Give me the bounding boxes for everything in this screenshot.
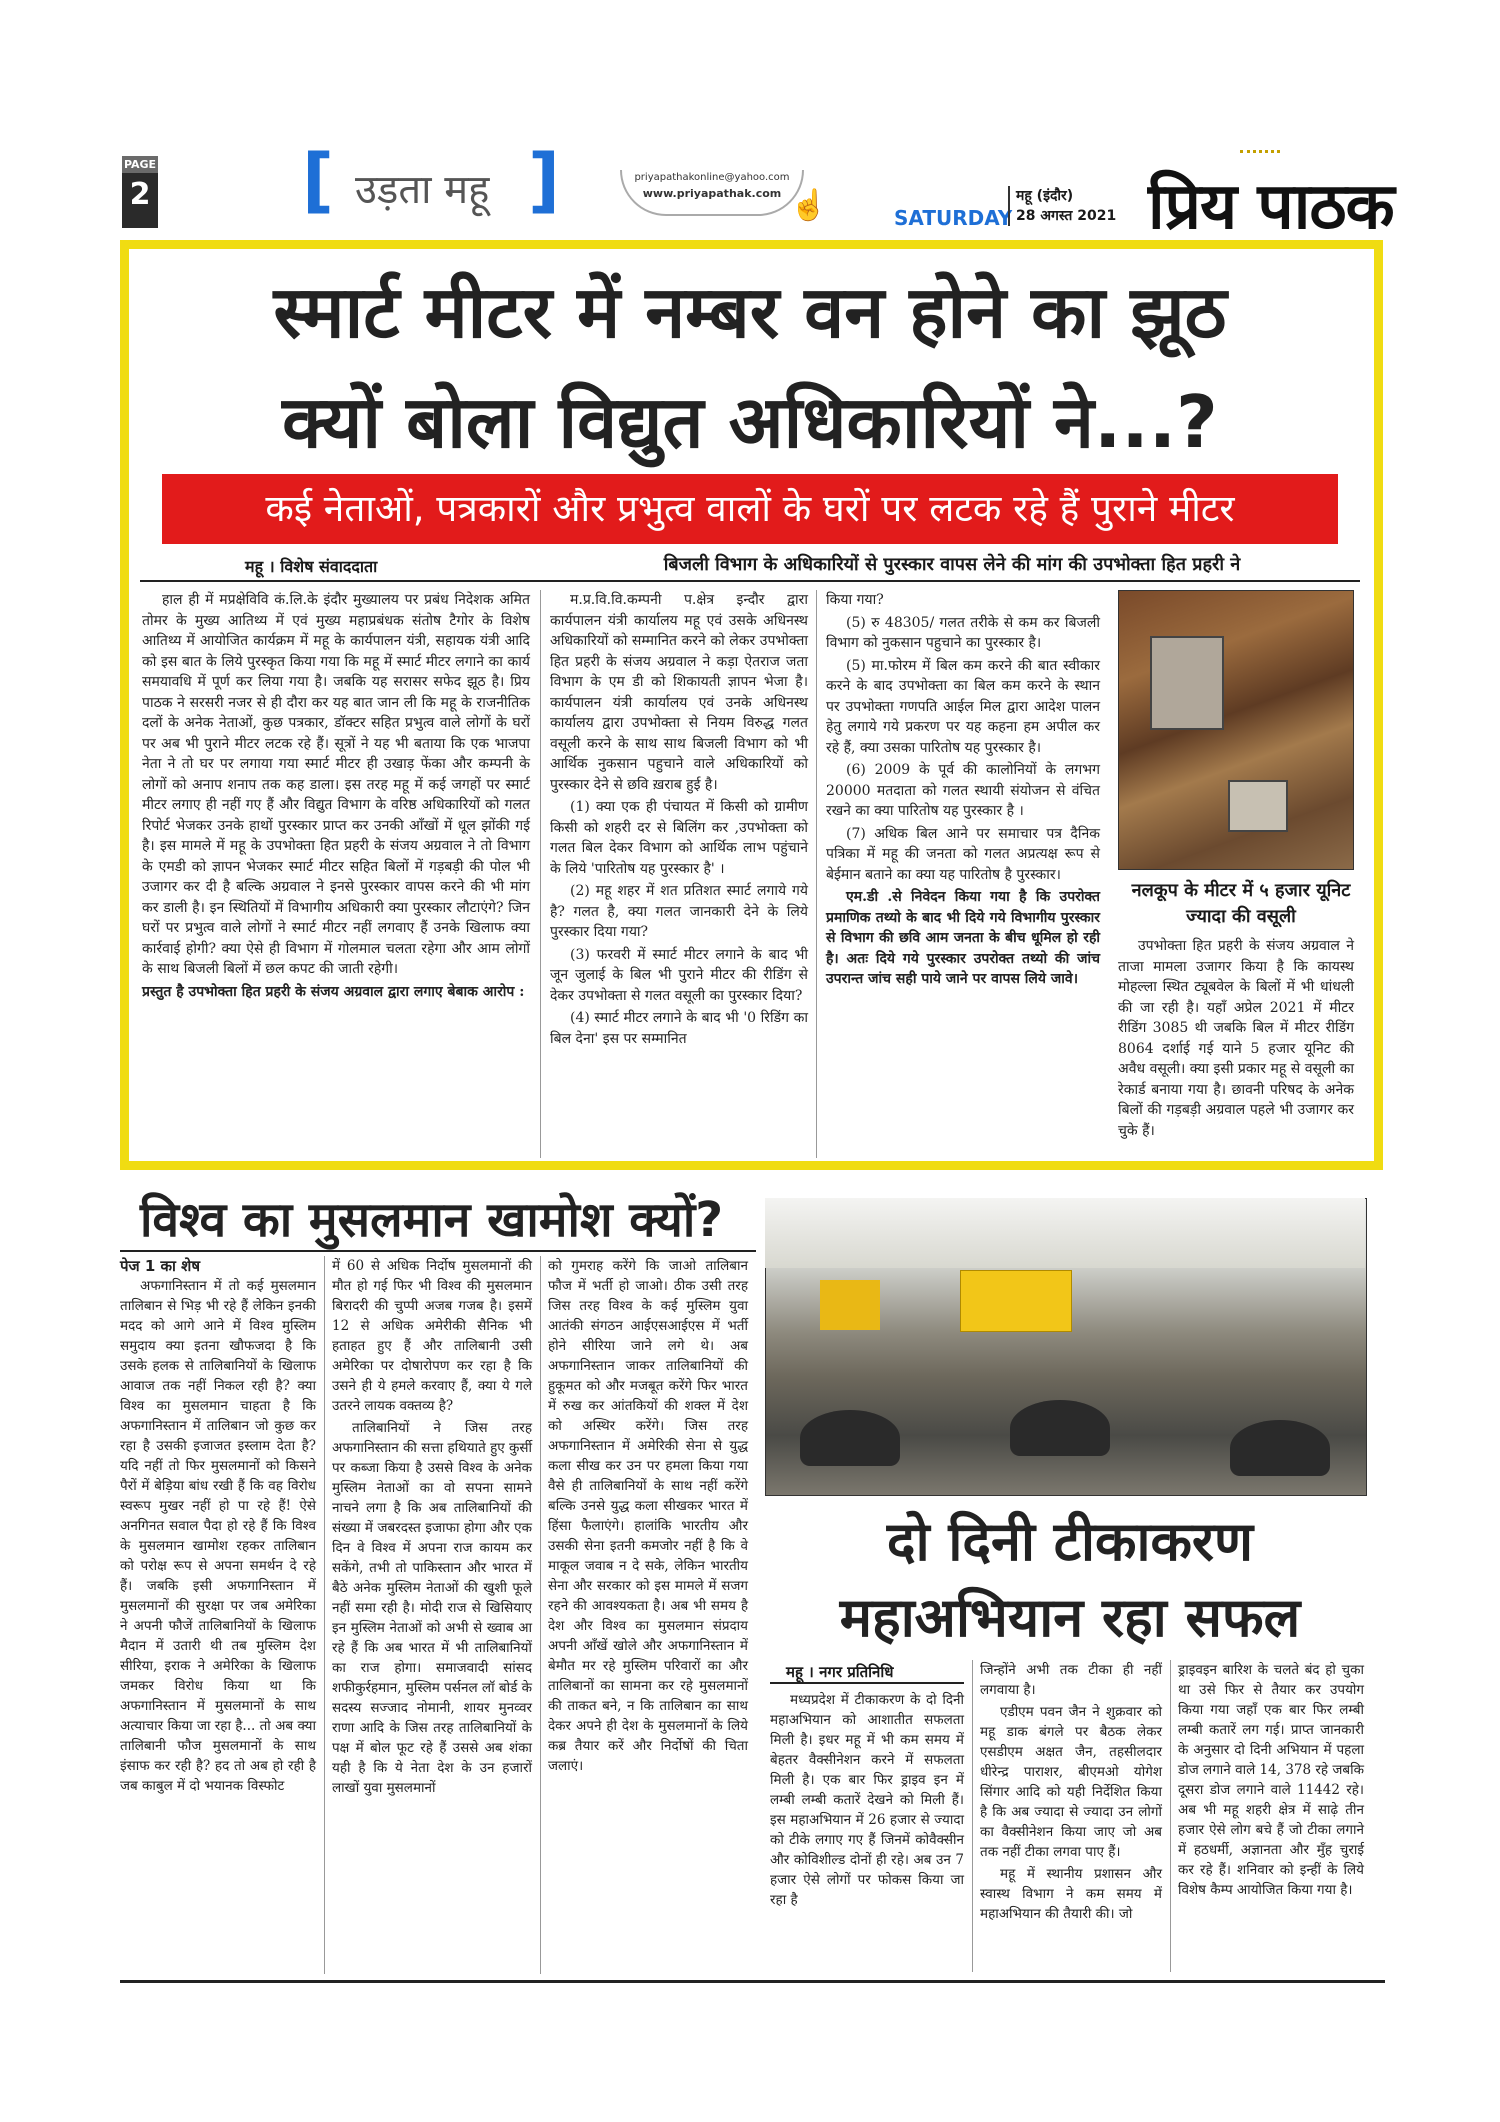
lead-column-3 xyxy=(826,590,1100,992)
lead-col3-item-4: (7) अधिक बिल आने पर समाचार पत्र दैनिक पत्रिका में महू की जनता को गलत अप्रत्यक्ष रूप से बेईमान बताने का क्या यह पारितोष है पुरस्कार। xyxy=(826,825,1100,883)
lead-col4-text: उपभोक्ता हित प्रहरी के संजय अग्रवाल ने ताजा मामला उजागर किया है कि कायस्थ मोहल्ला स्थित ट्यूबवेल के बिलों में भी धांधली की जा रही है। यहाँ अप्रेल 2021 में मीटर रीडिंग 3085 थी जबकि बिल में मीटर रीडिंग 8064 दर्शाई गई याने 5 हजार यूनिट की अवैध वसूली। क्या इसी प्रकार महू से वसूली का रेकार्ड बनाया गया है। छावनी परिषद के अनेक बिलों की गड़बड़ी अग्रवाल पहले भी उजागर कर चुके हैं। xyxy=(1118,938,1354,1139)
story3-byline: महू । नगर प्रतिनिधि xyxy=(786,1663,894,1681)
right-bracket: ] xyxy=(528,139,560,221)
story3-col1-text: मध्यप्रदेश में टीकाकरण के दो दिनी महाअभियान को आशातीत सफलता मिली है। इधर महू में भी कम समय में बेहतर वैक्सीनेशन करने में सफलता मिली है। एक बार फिर ड्राइव इन में लम्बी लम्बी कतारें देखने को मिली हैं। इस महाअभियान में 26 हजार से ज्यादा को टीके लगाए गए हैं जिनमें कोवैक्सीन और कोविशील्ड दोनों ही रहे। अब उन 7 हजार ऐसे लोगों पर फोकस किया जा रहा है xyxy=(770,1692,964,1908)
lead-col3-bold: एम.डी .से निवेदन किया गया है कि उपरोक्त प्रमाणिक तथ्यो के बाद भी दिये गये विभागीय पुरस्कार से विभाग की छवि आम जनता के बीच धूमिल हो रही है। अतः दिये गये पुरस्कार उपरोक्त तथ्यो की जांच उपरान्त जांच सही पाये जाने पर वापस लिये जावे। xyxy=(826,889,1100,987)
story3-col2-text-b: एडीएम पवन जैन ने शुक्रवार को महू डाक बंगले पर बैठक लेकर एसडीएम अक्षत जैन, तहसीलदार धीरेन्द्र पाराशर, बीएमओ योगेश सिंगार आदि को यही निर्देशित किया है कि अब ज्यादा से ज्यादा उन लोगों का वैक्सीनेशन किया जाए जो अब तक नहीं टीका लगवा पाए हैं। xyxy=(980,1704,1162,1860)
column-divider xyxy=(972,1660,973,1972)
lead-col3-item-1: (5) रु 48305/ गलत तरीके से कम कर बिजली विभाग को नुकसान पहुचाने का पुरस्कार है। xyxy=(826,614,1100,651)
page-number-tag xyxy=(122,156,158,228)
story3-col2-text-c: महू में स्थानीय प्रशासन और स्वास्थ विभाग ने कम समय में महाअभियान की तैयारी की। जो xyxy=(980,1866,1162,1922)
story3-col2-text: जिन्होंने अभी तक टीका ही नहीं लगवाया है। xyxy=(980,1662,1162,1698)
lead-byline: महू । विशेष संवाददाता xyxy=(245,557,378,576)
motorcycle-icon xyxy=(1230,1420,1330,1476)
story2-col2-text: में 60 से अधिक निर्दोष मुसलमानों की मौत हो गई फिर भी विश्व की मुसलमान बिरादरी की चुप्पी अजब गजब है। इसमें 12 से अधिक अमेरीकी सैनिक भी हताहत हुए हैं और तालिबानी उसी अमेरिका पर दोषारोपण कर रहा है कि उसने ही ये हमले करवाए हैं, क्या ये गले उतरने लायक वक्तव्य है? xyxy=(332,1258,532,1414)
lead-col3-item-3: (6) 2009 के पूर्व की कालोनियों के लगभग 20000 मतदाता को गलत स्थायी संयोजन से वंचित रखने का क्या पारितोष यह पुरस्कार है । xyxy=(826,762,1100,819)
section-title: उड़ता महू xyxy=(355,167,490,213)
lead-col2-item-2: (2) महू शहर में शत प्रतिशत स्मार्ट लगाये गये है? गलत है, क्या गलत जानकारी देने के लिये पुरस्कार दिया गया? xyxy=(550,883,808,940)
date-text: 28 अगस्त 2021 xyxy=(1016,208,1117,224)
story2-column-3 xyxy=(548,1256,748,1778)
camp-banner xyxy=(960,1270,1072,1332)
city-text: महू (इंदौर) xyxy=(1016,188,1074,204)
column-divider xyxy=(324,1256,325,1974)
lead-rule xyxy=(140,580,1360,582)
story2-column-2 xyxy=(332,1256,532,1800)
lead-headline-line2: क्यों बोला विद्युत अधिकारियों ने...? xyxy=(282,380,1218,464)
story2-headline: विश्व का मुसलमान खामोश क्यों? xyxy=(140,1192,724,1248)
story3-column-1 xyxy=(770,1690,964,1912)
dateline xyxy=(1008,186,1116,226)
lead-col2-text: म.प्र.वि.वि.कम्पनी प.क्षेत्र इन्दौर द्वारा कार्यपालन यंत्री कार्यालय महू एवं उसके अधिनस्थ अधिकारियों को सम्मानित करने को लेकर उपभोक्ता हित प्रहरी के संजय अग्रवाल ने कड़ा ऐतराज जता विभाग के एम डी को शिकायती ज्ञापन भेजा है। कार्यपालन यंत्री कार्यालय एवं उनके अधिनस्थ कार्यालय द्वारा उपभोक्ता से नियम विरुद्ध गलत वसूली करने के साथ साथ बिजली विभाग को भी आर्थिक नुकसान पहुचाने वाले अधिकारियों को पुरस्कार देने से छवि ख़राब हुई है। xyxy=(550,592,808,793)
story2-col2-text-b: तालिबानियों ने जिस तरह अफगानिस्तान की सत्ता हथियाते हुए कुर्सी पर कब्जा किया है उससे विश्व के अनेक मुस्लिम नेताओं का वो सपना सामने नाचने लगा है कि अब तालिबानियों की संख्या में जबरदस्त इजाफा होगा और एक दिन वे विश्व में अपना राज कायम कर सकेंगे, तभी तो पाकिस्तान और भारत में बैठे अनेक मुस्लिम नेताओं की खुशी फूले नहीं समा रही है। मोदी राज से खिसियाए इन मुस्लिम नेताओं को अभी से ख्वाब आ रहे हैं कि अब भारत में भी तालिबानियों का राज होगा। समाजवादी सांसद शफीकुर्रहमान, मुस्लिम पर्सनल लॉ बोर्ड के सदस्य सज्जाद नोमानी, शायर मुनव्वर राणा आदि के जिस तरह तालिबानियों के पक्ष में बोल फूट रहे हैं उससे अब शंका यही है कि ये नेता देश के उन हजारों लाखों युवा मुसलमानों xyxy=(332,1420,532,1796)
lead-col2-item-3: (3) फरवरी में स्मार्ट मीटर लगाने के बाद भी जून जुलाई के बिल भी पुराने मीटर की रीडिंग से देकर उपभोक्ता से गलत वसूली का पुरस्कार दिया? xyxy=(550,946,808,1004)
story3-rule xyxy=(770,1682,964,1684)
story2-rule xyxy=(120,1250,756,1252)
lead-subheadline: बिजली विभाग के अधिकारियों से पुरस्कार वापस लेने की मांग की उपभोक्ता हित प्रहरी ने xyxy=(663,554,1241,575)
story3-headline-line1: दो दिनी टीकाकरण xyxy=(886,1510,1254,1573)
lead-red-subheadline: कई नेताओं, पत्रकारों और प्रभुत्व वालों के घरों पर लटक रहे हैं पुराने मीटर xyxy=(162,474,1338,544)
left-bracket: [ xyxy=(302,139,334,221)
motorcycle-icon xyxy=(1010,1400,1110,1456)
contact-box xyxy=(620,170,804,216)
lead-col3-item-2: (5) मा.फोरम में बिल कम करने की बात स्वीकार करने के बाद उपभोक्ता का बिल कम करने के स्थान पर उपभोक्ता गणपति आईल मिल द्वारा आदेश पालन हेतु लगाये गये प्रकरण पर यह कहना हम अपील कर रहे हैं, क्या उसका पारितोष यह पुरस्कार है। xyxy=(826,657,1100,756)
column-divider xyxy=(1170,1660,1171,1972)
column-divider xyxy=(540,1256,541,1974)
switch-box-icon xyxy=(1228,780,1288,832)
lead-column-4 xyxy=(1118,936,1354,1143)
story3-column-3 xyxy=(1178,1660,1364,1902)
newspaper-logo: प्रिय पाठक xyxy=(1148,170,1394,244)
story2-continued-label: पेज 1 का शेष xyxy=(120,1257,201,1275)
meter-photo-caption: नलकूप के मीटर में ५ हजार यूनिट ज्यादा की वसूली xyxy=(1131,880,1351,927)
story3-col3-text: ड्राइवइन बारिश के चलते बंद हो चुका था उसे फिर से तैयार कर उपयोग किया गया जहाँ एक बार फिर लम्बी लम्बी कतारें लग गई। प्राप्त जानकारी के अनुसार दो दिनी अभियान में पहला डोज लगाने वाले 14, 378 रहे जबकि दूसरा डोज लगाने वाले 11442 रहे। अब भी महू शहरी क्षेत्र में साढ़े तीन हजार ऐसे लोग बचे हैं जो टीका लगाने में हठधर्मी, अज्ञानता और मुँह चुराई कर रहे हैं। शनिवार को इन्हीं के लिये विशेष कैम्प आयोजित किया गया है। xyxy=(1178,1662,1364,1898)
story2-col3-text: को गुमराह करेंगे कि जाओ तालिबान फौज में भर्ती हो जाओ। ठीक उसी तरह जिस तरह विश्व के कई मुस्लिम युवा आतंकी संगठन आईएसआईएस में भर्ती होने सीरिया जाने लगे थे। अब अफगानिस्तान जाकर तालिबानियों की हुकूमत को और मजबूत करेंगे फिर भारत में रुख कर आंतकियों की शक्ल में देश को अस्थिर करेंगे। जिस तरह अफगानिस्तान में अमेरिकी सेना से युद्ध कला सीख कर उन पर हमला किया गया वैसे ही तालिबानियों के साथ नहीं करेंगे बल्कि उनसे युद्ध कला सीखकर भारत में हिंसा फैलाएंगे। हालांकि भारतीय और उसकी सेना इतनी कमजोर नहीं है कि वे माकूल जवाब न दे सके, लेकिन भारतीय सेना और सरकार को इस मामले में सजग रहने की आवश्यकता है। अब भी समय है देश और विश्व का मुसलमान संप्रदाय अपनी आँखें खोले और अफगानिस्तान में बेमौत मर रहे मुस्लिम परिवारों का और तालिबानों का सामना कर रहे मुसलमानों की ताकत बने, न कि तालिबान का साथ देकर अपने ही देश के मुसलमानों के लिये कब्र तैयार करें और निर्दोषों की चिता जलाएं। xyxy=(548,1258,748,1774)
page-bottom-rule xyxy=(120,1980,1385,1983)
lead-col3-item-0: किया गया? xyxy=(826,592,884,608)
lead-col1-bold: प्रस्तुत है उपभोक्ता हित प्रहरी के संजय अग्रवाल द्वारा लगाए बेबाक आरोप : xyxy=(142,983,525,1000)
story3-headline-line2: महाअभियान रहा सफल xyxy=(839,1586,1301,1649)
motorcycle-icon xyxy=(800,1410,900,1466)
day-label: SATURDAY xyxy=(894,206,1013,230)
tent-canopy xyxy=(765,1198,1365,1268)
story3-column-2 xyxy=(980,1660,1162,1926)
lead-column-1 xyxy=(142,590,530,1004)
camp-banner xyxy=(820,1280,880,1330)
lead-headline-line1: स्मार्ट मीटर में नम्बर वन होने का झूठ xyxy=(273,270,1227,354)
page-label: PAGE xyxy=(123,158,157,171)
column-divider xyxy=(540,590,541,1158)
page-number: 2 xyxy=(129,177,151,212)
story2-col1-text: अफगानिस्तान में तो कई मुसलमान तालिबान से भिड़ भी रहे हैं लेकिन इनकी मदद को आगे आने में विश्व मुस्लिम समुदाय क्या इतना खौफजदा है कि उसके हलक से तालिबानियों के खिलाफ आवाज तक नहीं निकल रही है? क्या विश्व का मुसलमान चाहता है कि अफगानिस्तान में तालिबान जो कुछ कर रहा है उसकी इजाजत इस्लाम देता है? यदि नहीं तो फिर मुसलमानों को किसने पैरों में बेड़िया बांध रखी हैं कि वह विरोध स्वरूप मुखर नहीं हो पा रहे हैं! ऐसे अनगिनत सवाल पैदा हो रहे हैं कि विश्व के मुसलमान खामोश रहकर तालिबान को परोक्ष रूप से अपना समर्थन दे रहे हैं। जबकि इसी अफगानिस्तान में मुसलमानों की सुरक्षा पर जब अमेरिका ने अपनी फौजें तालिबानियों के खिलाफ मैदान में उतारी थी तब मुस्लिम देश सीरिया, इराक ने अमेरिका के खिलाफ जमकर विरोध किया था कि अफगानिस्तान में मुसलमानों के साथ अत्याचार किया जा रहा है... तो अब क्या तालिबानी फौज मुसलमानों के साथ इंसाफ कर रही है? हद तो अब हो रही है जब काबुल में दो भयानक विस्फोट xyxy=(120,1278,316,1794)
website-link[interactable]: www.priyapathak.com xyxy=(642,187,782,200)
story2-column-1 xyxy=(120,1256,316,1798)
pointing-hand-icon: ☝ xyxy=(790,188,828,223)
electric-meter-icon xyxy=(1150,636,1224,730)
lead-col2-item-4: (4) स्मार्ट मीटर लगाने के बाद भी '0 रिडिंग का बिल देना' इस पर सम्मानित xyxy=(550,1010,808,1047)
lead-col1-text: हाल ही में मप्रक्षेविवि कं.लि.के इंदौर मुख्यालय पर प्रबंध निदेशक अमित तोमर के मुख्य आतिथ्य में एवं मुख्य महाप्रबंधक संतोष टैगोर के विशेष आतिथ्य में आयोजित कार्यक्रम में महू के कार्यपालन यंत्री, सहायक यंत्री आदि को इस बात के लिये पुरस्कृत किया गया कि महू में स्मार्ट मीटर लगाने का कार्य समयावधि में पूर्ण कर लिया गया है। जबकि यह सरासर सफेद झूठ है। प्रिय पाठक ने सरसरी नजर से ही दौरा कर यह बात जान ली कि महू के राजनीतिक दलों के अनेक नेताओं, कुछ पत्रकार, डॉक्टर सहित प्रभुत्व वाले लोगों के घरों पर अब भी पुराने मीटर लटक रहे हैं। सूत्रों ने यह भी बताया कि एक भाजपा नेता ने तो घर पर लगाया गया स्मार्ट मीटर ही उखाड़ फेंका और कम्पनी के लोगों को अनाप शनाप तक कह डाला। इस तरह महू में कई जगहों पर स्मार्ट मीटर लगाए ही नहीं गए हैं और विद्युत विभाग के वरिष्ठ अधिकारियों को गलत रिपोर्ट भेजकर उनके हाथों पुरस्कार प्राप्त कर उनकी आँखों में धूल झोंकी गई है। इस मामले में महू के उपभोक्ता हित प्रहरी के संजय अग्रवाल ने तो विभाग के एमडी को ज्ञापन भेजकर स्मार्ट मीटर सहित बिलों में गड़बड़ी की पोल भी उजागर कर दी है बल्कि अग्रवाल ने इनसे पुरस्कार वापस करने की भी मांग कर डाली है। इन स्थितियों में विभागीय अधिकारी क्या पुरस्कार लौटाएंगे? जिन घरों पर प्रभुत्व वाले लोगों ने स्मार्ट मीटर नहीं लगवाए हैं उनके खिलाफ क्या कार्रवाई होगी? क्या ऐसे ही विभाग में गोलमाल चलता रहेगा और आम लोगों के साथ बिजली बिलों में छल कपट की जाती रहेगी। xyxy=(142,592,530,977)
column-divider xyxy=(816,590,817,1158)
lead-col2-item-1: (1) क्या एक ही पंचायत में किसी को ग्रामीण किसी को शहरी दर से बिलिंग कर ,उपभोक्ता को गलत बिल देकर विभाग को आर्थिक लाभ पहुंचाने के लिये 'पारितोष यह पुरस्कार है' । xyxy=(550,799,808,877)
lead-column-2 xyxy=(550,590,808,1051)
email-text: priyapathakonline@yahoo.com xyxy=(634,172,790,183)
